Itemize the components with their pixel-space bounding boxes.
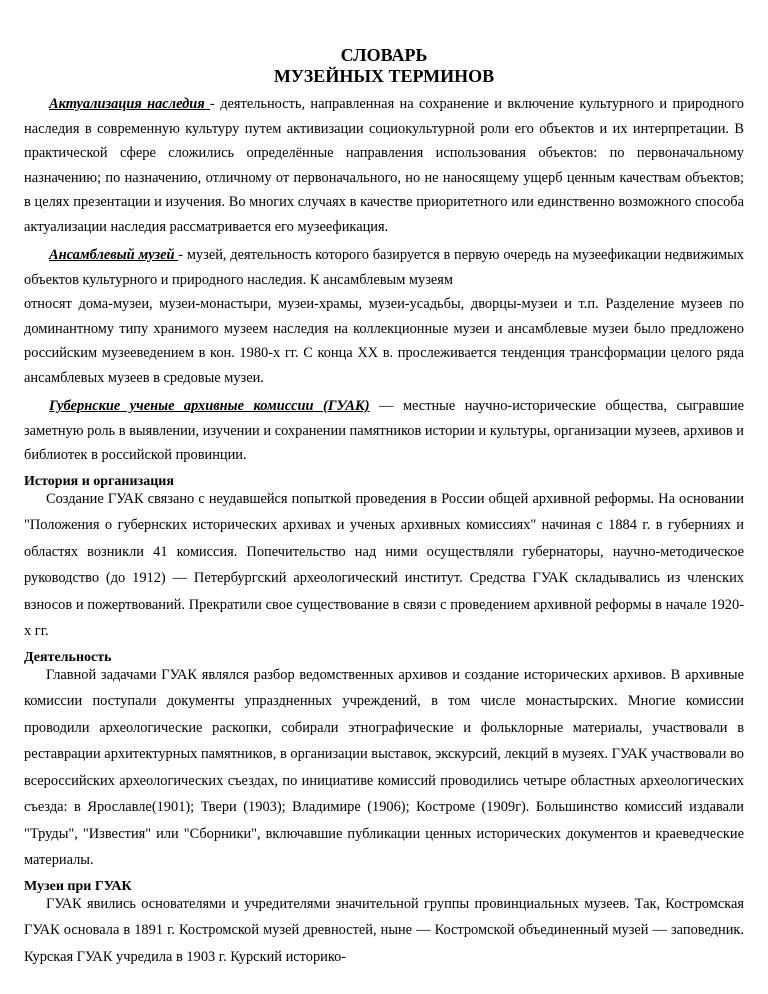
section-text-museums	[24, 891, 744, 971]
section-paragraph: Главной задачами ГУАК являлся разбор ведомственных архивов и создание исторических архивов. В архивные комиссии поступали документы упраздненных учреждений, в том числе монастырских. Многие комиссии проводили археологические раскопки, собирали этнографические и фольклорные материалы, участвовали в реставрации архитектурных памятников, в организации выставок, экскурсий, лекций в музеях. ГУАК участвовали во всероссийских археологических съездах, по инициативе комиссий проводились четыре областных археологических съезда: в Ярославле(1901); Твери (1903); Владимире (1906); Костроме (1909г). Большинство комиссий издавали "Труды", "Известия" или "Сборники", включавшие публикации ценных исторических документов и краеведческие материалы.	[24, 666, 744, 868]
title-line-2: МУЗЕЙНЫХ ТЕРМИНОВ	[273, 66, 495, 86]
entry-term: Ансамблевый музей	[49, 247, 179, 263]
document-page	[24, 0, 744, 970]
section-heading-history: История и организация	[24, 473, 174, 489]
entry-text-continued: относят дома-музеи, музеи-монастыри, музеи-храмы, музеи-усадьбы, дворцы-музеи и т.п. Разделение музеев по доминантному типу хранимого музеем наследия на коллекционные музеи и ансамблевые музеи было предложено российским музееведением в кон. 1980-х гг. С конца XX в. прослеживается тенденция трансформации целого ряда ансамблевых музеев в средовые музеи.	[24, 296, 744, 386]
entry-separator: -	[210, 96, 215, 112]
entry-separator: —	[369, 398, 403, 414]
document-title	[24, 45, 744, 87]
entry-text: музей, деятельность которого базируется в первую очередь на музеефикации недвижимых объектов культурного и природного наследия. К ансамблевым музеям	[24, 247, 744, 288]
entry-ansamblevyi-muzei-continued	[24, 292, 744, 390]
section-heading-activity: Деятельность	[24, 649, 112, 665]
entry-aktualizatsiya	[24, 92, 744, 239]
entry-ansamblevyi-muzei	[24, 243, 744, 292]
section-paragraph: Создание ГУАК связано с неудавшейся попыткой проведения в России общей архивной реформы. На основании "Положения о губернских исторических архивах и ученых архивных комиссиях" начиная с 1884 г. в губерниях и областях возникли 41 комиссия. Попечительство над ними осуществляли губернаторы, научно-методическое руководство (до 1912) — Петербургский археологический институт. Средства ГУАК складывались из членских взносов и пожертвований. Прекратили свое существование в связи с проведением архивной реформы в начале 1920-х гг.	[24, 490, 744, 639]
entry-text: деятельность, направленная на сохранение и включение культурного и природного наследия в современную культуру путем активизации социокультурной роли его объектов и их интерпретации. В практической сфере сложились определённые направления использования объектов: по первоначальному назначению; по назначению, отличному от первоначального, но не наносящему ущерб ценным качествам объектов; в целях презентации и изучения. Во многих случаях в качестве приоритетного или единственно возможного способа актуализации наследия рассматривается его музеефикация.	[24, 96, 744, 235]
title-line-1: СЛОВАРЬ	[340, 45, 428, 65]
section-heading-museums: Музеи при ГУАК	[24, 878, 132, 894]
entry-guak	[24, 394, 744, 468]
entry-separator: -	[178, 247, 184, 263]
section-text-history	[24, 486, 744, 645]
section-text-activity	[24, 662, 744, 874]
entry-term: Актуализация наследия	[49, 96, 211, 112]
entry-term: Губернские ученые архивные комиссии (ГУАК)	[49, 398, 370, 414]
entry-text: местные научно-исторические общества, сыгравшие заметную роль в выявлении, изучении и сохранении памятников истории и культуры, организации музеев, архивов и библиотек в российской провинции.	[24, 398, 745, 463]
section-paragraph: ГУАК явились основателями и учредителями значительной группы провинциальных музеев. Так, Костромская ГУАК основала в 1891 г. Костромской музей древностей, ныне — Костромской объединенный музей — заповедник. Курская ГУАК учредила в 1903 г. Курский историко-	[24, 895, 744, 965]
